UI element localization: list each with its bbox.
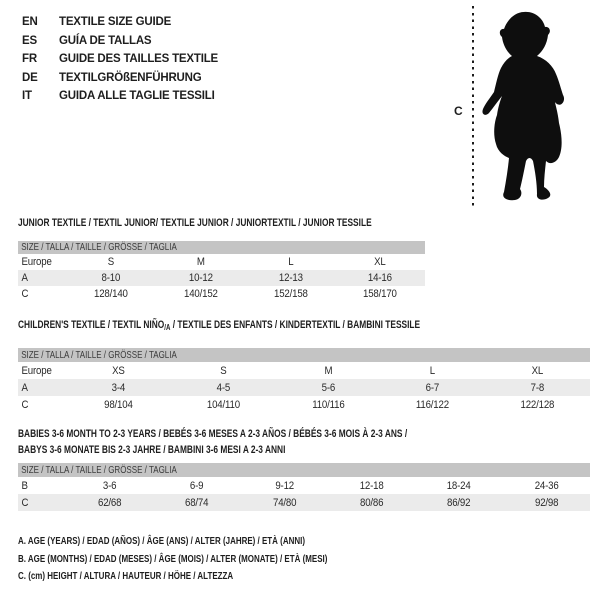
section-childrens-textile xyxy=(18,319,590,413)
size-cell: M xyxy=(196,256,205,268)
height-cell: 122/128 xyxy=(520,398,555,411)
age-cell: 6-7 xyxy=(426,381,440,394)
section-babies-textile xyxy=(18,426,590,511)
note-age-years: A. AGE (YEARS) / EDAD (AÑOS) / ÂGE (ANS) / ALTER (JAHRE) / ETÀ (ANNI) xyxy=(18,535,305,547)
lang-label: GUIDA ALLE TAGLIE TESSILI xyxy=(59,90,215,103)
row-label: Europe xyxy=(21,256,52,268)
title-part: CHILDREN'S TEXTILE / TEXTIL NIÑO xyxy=(18,319,165,331)
section-junior-textile xyxy=(18,217,425,302)
size-cell: S xyxy=(107,256,115,268)
height-cell: 92/98 xyxy=(534,496,558,509)
height-cell: 152/158 xyxy=(273,288,308,300)
age-cell: 14-16 xyxy=(368,272,393,284)
height-cell: 110/116 xyxy=(311,398,345,411)
toddler-silhouette-image xyxy=(482,11,566,203)
note-age-months: B. AGE (MONTHS) / EDAD (MESES) / ÂGE (MOIS) / ALTER (MONATE) / ETÀ (MESI) xyxy=(18,552,328,565)
row-label: C xyxy=(21,496,29,509)
section-title: JUNIOR TEXTILE / TEXTIL JUNIOR/ TEXTILE JUNIOR / JUNIORTEXTIL / JUNIOR TESSILE xyxy=(18,217,372,229)
babies-size-table xyxy=(18,463,590,511)
size-cell: XL xyxy=(374,256,386,268)
table-row-height-c xyxy=(18,396,590,413)
table-row-months-b xyxy=(18,477,590,494)
lang-code: ES xyxy=(22,34,37,47)
age-cell: 8-10 xyxy=(101,272,121,284)
age-cell: 3-4 xyxy=(111,381,126,394)
age-cell: 10-12 xyxy=(188,272,213,284)
size-cell: S xyxy=(220,364,227,377)
row-label: C xyxy=(21,398,29,411)
size-header-label: SIZE / TALLA / TAILLE / GRÖSSE / TAGLIA xyxy=(21,464,177,476)
lang-code: EN xyxy=(22,16,38,29)
height-cell: 116/122 xyxy=(416,398,450,411)
size-header-label: SIZE / TALLA / TAILLE / GRÖSSE / TAGLIA xyxy=(21,349,177,361)
height-cell: 140/152 xyxy=(183,288,218,300)
lang-code: DE xyxy=(22,71,38,84)
title-subscript: /A xyxy=(164,323,171,332)
table-row-age-a xyxy=(18,270,425,286)
height-cell: 128/140 xyxy=(93,288,128,300)
age-cell: 12-13 xyxy=(278,272,303,284)
height-cell: 62/68 xyxy=(97,496,122,509)
lang-label: TEXTILGRÖßENFÜHRUNG xyxy=(59,71,202,84)
height-cell: 68/74 xyxy=(185,496,209,509)
age-cell: 5-6 xyxy=(321,381,335,394)
size-header-bar xyxy=(18,348,590,362)
title-part: / TEXTILE DES ENFANTS / KINDERTEXTIL / BAMBINI TESSILE xyxy=(170,319,421,331)
size-cell: XL xyxy=(531,364,544,377)
lang-row-de xyxy=(22,69,218,88)
title-line-1: BABIES 3-6 MONTH TO 2-3 YEARS / BEBÉS 3-6 MESES A 2-3 AÑOS / BÉBÉS 3-6 MOIS À 2-3 ANS / xyxy=(18,428,408,440)
size-header-bar xyxy=(18,241,425,254)
months-cell: 18-24 xyxy=(447,479,471,492)
row-label: A xyxy=(21,381,28,394)
size-header-label: SIZE / TALLA / TAILLE / GRÖSSE / TAGLIA xyxy=(21,242,177,253)
age-cell: 4-5 xyxy=(216,381,230,394)
height-cell: 104/110 xyxy=(206,398,240,411)
months-cell: 24-36 xyxy=(534,479,559,492)
table-row-europe xyxy=(18,362,590,379)
lang-code: IT xyxy=(22,90,32,103)
row-label: A xyxy=(21,272,28,284)
age-cell: 7-8 xyxy=(530,381,545,394)
table-row-age-a xyxy=(18,379,590,396)
section-title xyxy=(18,319,453,334)
junior-size-table xyxy=(18,241,425,302)
language-header xyxy=(22,13,218,106)
table-row-height-c xyxy=(18,494,590,511)
size-header-bar xyxy=(18,463,590,477)
row-label: Europe xyxy=(21,364,52,377)
height-measure-label: C xyxy=(454,104,463,118)
table-row-europe xyxy=(18,254,425,270)
height-dotted-line xyxy=(472,6,474,208)
size-cell: L xyxy=(287,256,293,268)
lang-code: FR xyxy=(22,53,37,66)
months-cell: 3-6 xyxy=(102,479,117,492)
height-cell: 80/86 xyxy=(359,496,384,509)
months-cell: 12-18 xyxy=(359,479,384,492)
height-cell: 98/104 xyxy=(104,398,133,411)
section-title xyxy=(18,426,453,458)
lang-row-en xyxy=(22,13,218,32)
table-row-height-c xyxy=(18,286,425,302)
note-height-cm: C. (cm) HEIGHT / ALTURA / HAUTEUR / HÖHE / ALTEZZA xyxy=(18,570,234,582)
size-cell: XS xyxy=(112,364,125,377)
row-label: B xyxy=(21,479,28,492)
size-cell: L xyxy=(430,364,436,377)
legend-notes xyxy=(18,533,425,586)
lang-row-fr xyxy=(22,50,218,69)
height-cell: 74/80 xyxy=(272,496,296,509)
row-label: C xyxy=(21,288,29,300)
height-cell: 158/170 xyxy=(363,288,398,300)
lang-label: GUÍA DE TALLAS xyxy=(59,34,152,47)
lang-row-it xyxy=(22,87,218,106)
height-cell: 86/92 xyxy=(447,496,471,509)
months-cell: 6-9 xyxy=(190,479,204,492)
months-cell: 9-12 xyxy=(274,479,294,492)
lang-label: TEXTILE SIZE GUIDE xyxy=(59,16,172,29)
title-line-2: BABYS 3-6 MONATE BIS 2-3 JAHRE / BAMBINI 3-6 MESI A 2-3 ANNI xyxy=(18,444,286,456)
childrens-size-table xyxy=(18,348,590,413)
lang-label: GUIDE DES TAILLES TEXTILE xyxy=(59,53,218,66)
size-cell: M xyxy=(324,364,332,377)
lang-row-es xyxy=(22,32,218,51)
